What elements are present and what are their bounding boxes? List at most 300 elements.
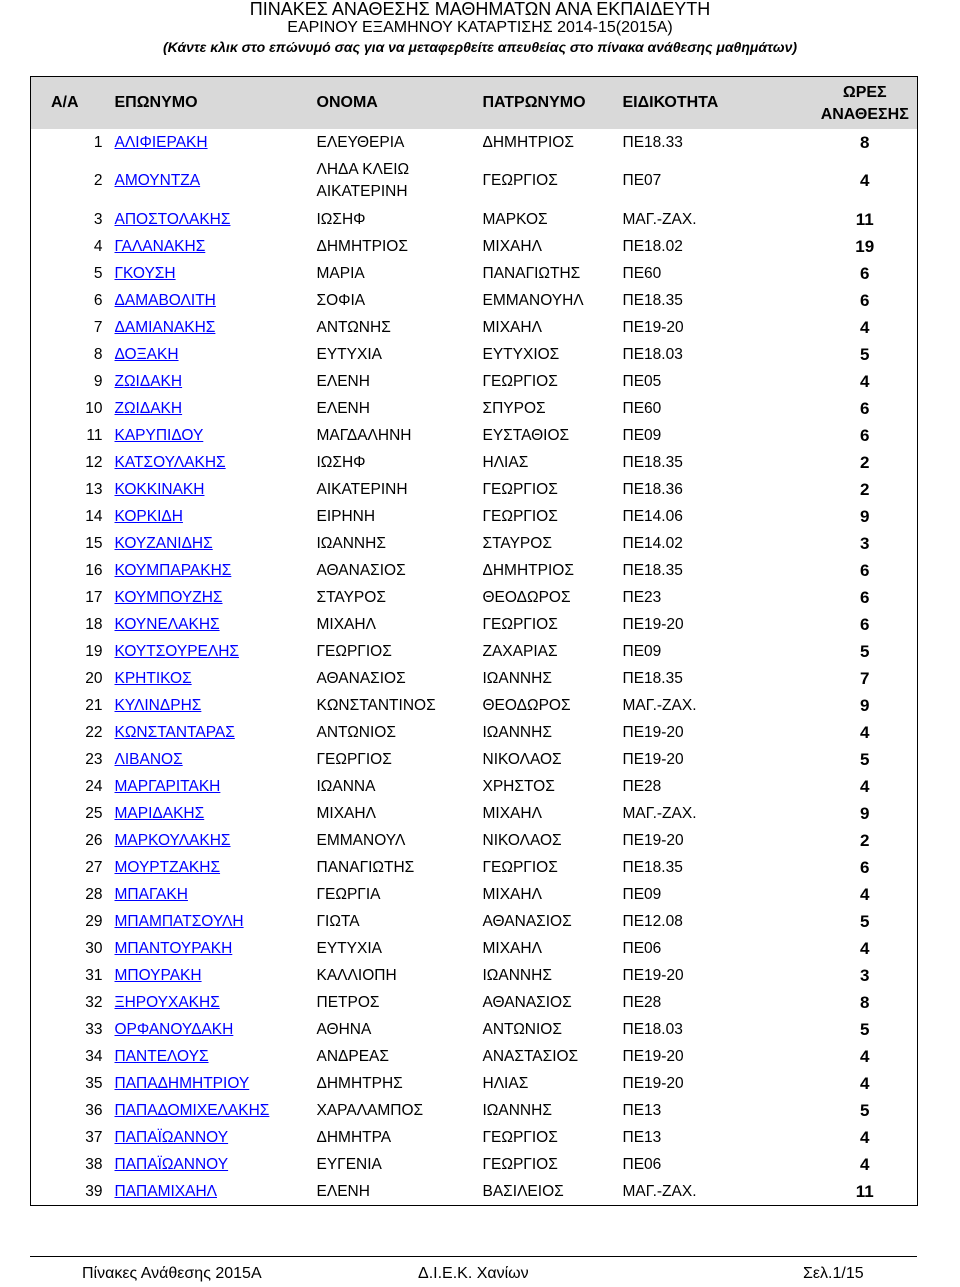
surname-cell — [115, 206, 317, 233]
assigned-hours: 6 — [860, 587, 870, 607]
table-row — [31, 530, 918, 557]
row-number: 12 — [85, 453, 103, 471]
first-name: ΕΛΕΝΗ — [316, 1182, 370, 1200]
father-name: ΕΥΤΥΧΙΟΣ — [482, 345, 560, 363]
father-name: ΓΕΩΡΓΙΟΣ — [482, 372, 558, 390]
specialty: ΠΕ18.35 — [622, 858, 683, 876]
surname-link[interactable]: ΠΑΠΑΪΩΑΝΝΟΥ — [114, 1155, 229, 1173]
surname-cell — [115, 800, 317, 827]
assigned-hours: 5 — [860, 344, 870, 364]
row-number: 37 — [85, 1128, 103, 1146]
row-number: 25 — [85, 804, 103, 822]
specialty: ΠΕ09 — [622, 642, 662, 660]
table-row — [31, 800, 918, 827]
specialty: ΠΕ18.33 — [622, 133, 683, 151]
surname-cell — [115, 422, 317, 449]
row-number: 21 — [85, 696, 103, 714]
specialty: ΠΕ28 — [622, 993, 662, 1011]
specialty: ΠΕ09 — [622, 426, 662, 444]
table-row — [31, 746, 918, 773]
row-number: 30 — [85, 939, 103, 957]
assigned-hours: 11 — [855, 1181, 874, 1201]
specialty: ΠΕ60 — [622, 264, 662, 282]
assigned-hours: 2 — [860, 830, 870, 850]
table-row — [31, 773, 918, 800]
table-row — [31, 665, 918, 692]
first-name: ΚΩΝΣΤΑΝΤΙΝΟΣ — [316, 696, 436, 714]
specialty: ΠΕ18.35 — [622, 453, 683, 471]
surname-cell — [115, 156, 317, 206]
first-name: ΑΝΔΡΕΑΣ — [316, 1047, 389, 1065]
table-row — [31, 1097, 918, 1124]
assigned-hours: 19 — [855, 236, 875, 256]
row-number: 17 — [85, 588, 103, 606]
column-header-aa: Α/Α — [31, 77, 115, 130]
first-name: ΙΩΣΗΦ — [316, 210, 366, 228]
surname-cell — [115, 476, 317, 503]
first-name: ΠΑΝΑΓΙΩΤΗΣ — [316, 858, 415, 876]
column-header-surname: ΕΠΩΝΥΜΟ — [115, 77, 317, 130]
father-name: ΧΡΗΣΤΟΣ — [482, 777, 555, 795]
father-name: ΕΜΜΑΝΟΥΗΛ — [482, 291, 584, 309]
table-row — [31, 692, 918, 719]
table-body — [31, 129, 918, 1206]
first-name: ΜΑΓΔΑΛΗΝΗ — [316, 426, 412, 444]
assigned-hours: 5 — [860, 1100, 870, 1120]
specialty: ΠΕ23 — [622, 588, 662, 606]
table-row — [31, 1016, 918, 1043]
father-name: ΜΙΧΑΗΛ — [482, 318, 542, 336]
assigned-hours: 5 — [860, 911, 870, 931]
specialty: ΜΑΓ.-ΖΑΧ. — [622, 210, 697, 228]
surname-cell — [115, 341, 317, 368]
row-number: 34 — [85, 1047, 103, 1065]
surname-cell — [115, 1016, 317, 1043]
row-number: 36 — [85, 1101, 103, 1119]
surname-cell — [115, 773, 317, 800]
page-title: ΠΙΝΑΚΕΣ ΑΝΑΘΕΣΗΣ ΜΑΘΗΜΑΤΩΝ ΑΝΑ ΕΚΠΑΙΔΕΥΤΗ — [249, 0, 711, 19]
table-row — [31, 156, 918, 206]
row-number: 28 — [85, 885, 103, 903]
assigned-hours: 9 — [860, 506, 870, 526]
surname-link[interactable]: ΜΠΑΝΤΟΥΡΑΚΗ — [114, 939, 233, 957]
row-number: 13 — [85, 480, 103, 498]
specialty: ΠΕ19-20 — [622, 750, 684, 768]
first-name: ΕΜΜΑΝΟΥΛ — [316, 831, 406, 849]
assigned-hours: 4 — [860, 371, 870, 391]
column-header-name: ΟΝΟΜΑ — [317, 77, 483, 130]
specialty: ΠΕ19-20 — [622, 723, 684, 741]
first-name: ΕΥΓΕΝΙΑ — [316, 1155, 382, 1173]
father-name: ΕΥΣΤΑΘΙΟΣ — [482, 426, 570, 444]
father-name: ΒΑΣΙΛΕΙΟΣ — [482, 1182, 564, 1200]
assigned-hours: 5 — [860, 1019, 870, 1039]
row-number: 23 — [85, 750, 103, 768]
specialty: ΠΕ19-20 — [622, 831, 684, 849]
assigned-hours: 7 — [860, 668, 870, 688]
assigned-hours: 2 — [860, 479, 870, 499]
row-number: 24 — [85, 777, 103, 795]
surname-link[interactable]: ΠΑΠΑΪΩΑΝΝΟΥ — [114, 1128, 229, 1146]
specialty: ΠΕ18.35 — [622, 291, 683, 309]
table-row — [31, 1070, 918, 1097]
surname-cell — [115, 1043, 317, 1070]
surname-link[interactable]: ΔΟΞΑΚΗ — [114, 345, 179, 363]
surname-cell — [115, 368, 317, 395]
page-instructions: (Κάντε κλικ στο επώνυμό σας για να μεταφερθείτε απευθείας στο πίνακα ανάθεσης μαθημάτων) — [162, 39, 798, 55]
surname-cell — [115, 1124, 317, 1151]
assigned-hours: 9 — [860, 695, 870, 715]
surname-link[interactable]: ΚΩΝΣΤΑΝΤΑΡΑΣ — [114, 723, 235, 741]
table-row — [31, 129, 918, 156]
surname-link[interactable]: ΜΠΑΜΠΑΤΣΟΥΛΗ — [114, 912, 244, 930]
assigned-hours: 4 — [860, 1154, 870, 1174]
assigned-hours: 4 — [860, 171, 870, 190]
first-name: ΑΙΚΑΤΕΡΙΝΗ — [316, 480, 408, 498]
assigned-hours: 4 — [860, 317, 870, 337]
surname-cell — [115, 989, 317, 1016]
surname-cell — [115, 1097, 317, 1124]
table-row — [31, 827, 918, 854]
surname-cell — [115, 611, 317, 638]
row-number: 6 — [93, 291, 103, 309]
surname-link[interactable]: ΜΑΡΓΑΡΙΤΑΚΗ — [114, 777, 221, 795]
column-header-hours: ΩΡΕΣ ΑΝΑΘΕΣΗΣ — [813, 77, 918, 130]
father-name: ΓΕΩΡΓΙΟΣ — [482, 1155, 558, 1173]
surname-link[interactable]: ΚΟΥΜΠΟΥΖΗΣ — [114, 588, 223, 606]
specialty: ΠΕ09 — [622, 885, 662, 903]
father-name: ΗΛΙΑΣ — [482, 1074, 529, 1092]
father-name: ΓΕΩΡΓΙΟΣ — [482, 615, 558, 633]
assigned-hours: 9 — [860, 803, 870, 823]
surname-link[interactable]: ΚΟΥΤΣΟΥΡΕΛΗΣ — [114, 642, 240, 660]
table-row — [31, 341, 918, 368]
surname-cell — [115, 1178, 317, 1206]
row-number: 5 — [93, 264, 103, 282]
surname-cell — [115, 746, 317, 773]
first-name: ΓΕΩΡΓΙΟΣ — [316, 642, 392, 660]
row-number: 1 — [93, 133, 103, 151]
surname-cell — [115, 827, 317, 854]
assigned-hours: 6 — [860, 560, 870, 580]
surname-link[interactable]: ΓΑΛΑΝΑΚΗΣ — [114, 237, 206, 255]
first-name: ΕΥΤΥΧΙΑ — [316, 939, 382, 957]
footer-institution: Δ.Ι.Ε.Κ. Χανίων — [418, 1265, 529, 1282]
surname-cell — [115, 719, 317, 746]
father-name: ΣΠΥΡΟΣ — [482, 399, 546, 417]
surname-link[interactable]: ΜΠΑΓΑΚΗ — [114, 885, 188, 903]
table-row — [31, 476, 918, 503]
first-name: ΣΟΦΙΑ — [316, 291, 366, 309]
table-row — [31, 368, 918, 395]
footer-divider — [30, 1256, 917, 1257]
row-number: 29 — [85, 912, 103, 930]
table-row — [31, 395, 918, 422]
surname-link[interactable]: ΠΑΠΑΔΗΜΗΤΡΙΟΥ — [114, 1074, 250, 1092]
father-name: ΓΕΩΡΓΙΟΣ — [482, 507, 558, 525]
specialty: ΠΕ14.06 — [622, 507, 683, 525]
assigned-hours: 4 — [860, 1073, 870, 1093]
row-number: 15 — [85, 534, 103, 552]
row-number: 14 — [85, 507, 103, 525]
table-row — [31, 260, 918, 287]
assigned-hours: 6 — [860, 263, 870, 283]
assigned-hours: 6 — [860, 398, 870, 418]
first-name: ΙΩΑΝΝΑ — [316, 777, 376, 795]
row-number: 11 — [86, 426, 103, 444]
first-name: ΚΑΛΛΙΟΠΗ — [316, 966, 397, 984]
first-name: ΑΝΤΩΝΙΟΣ — [316, 723, 396, 741]
father-name: ΙΩΑΝΝΗΣ — [482, 723, 552, 741]
first-name: ΑΘΑΝΑΣΙΟΣ — [316, 669, 406, 687]
row-number: 20 — [85, 669, 103, 687]
table-row — [31, 611, 918, 638]
row-number: 4 — [93, 237, 103, 255]
specialty: ΠΕ12.08 — [622, 912, 683, 930]
specialty: ΜΑΓ.-ΖΑΧ. — [622, 1182, 697, 1200]
father-name: ΓΕΩΡΓΙΟΣ — [482, 858, 558, 876]
father-name: ΜΙΧΑΗΛ — [482, 237, 542, 255]
first-name: ΔΗΜΗΤΡΗΣ — [316, 1074, 403, 1092]
specialty: ΠΕ07 — [622, 172, 662, 189]
row-number: 19 — [85, 642, 103, 660]
assigned-hours: 4 — [860, 776, 870, 796]
surname-cell — [115, 260, 317, 287]
surname-link[interactable]: ΖΩΙΔΑΚΗ — [114, 372, 183, 390]
father-name: ΖΑΧΑΡΙΑΣ — [482, 642, 558, 660]
surname-link[interactable]: ΚΥΛΙΝΔΡΗΣ — [114, 696, 202, 714]
specialty: ΠΕ18.36 — [622, 480, 683, 498]
row-number: 2 — [93, 172, 103, 189]
specialty: ΠΕ19-20 — [622, 318, 684, 336]
surname-cell — [115, 129, 317, 156]
surname-cell — [115, 908, 317, 935]
father-name: ΑΘΑΝΑΣΙΟΣ — [482, 993, 572, 1011]
assigned-hours: 6 — [860, 425, 870, 445]
first-name: ΕΛΕΝΗ — [316, 372, 370, 390]
surname-link[interactable]: ΚΟΡΚΙΔΗ — [114, 507, 183, 525]
surname-cell — [115, 530, 317, 557]
surname-cell — [115, 692, 317, 719]
first-name: ΛΗΔΑ ΚΛΕΙΩ ΑΙΚΑΤΕΡΙΝΗ — [316, 161, 410, 200]
surname-cell — [115, 854, 317, 881]
father-name: ΓΕΩΡΓΙΟΣ — [482, 1128, 558, 1146]
table-row — [31, 962, 918, 989]
surname-cell — [115, 233, 317, 260]
assignment-table — [30, 76, 918, 1206]
surname-link[interactable]: ΑΠΟΣΤΟΛΑΚΗΣ — [114, 210, 231, 228]
specialty: ΠΕ19-20 — [622, 966, 684, 984]
specialty: ΠΕ18.35 — [622, 561, 683, 579]
row-number: 18 — [85, 615, 103, 633]
surname-cell — [115, 935, 317, 962]
surname-link[interactable]: ΚΡΗΤΙΚΟΣ — [114, 669, 192, 687]
surname-link[interactable]: ΑΛΙΦΙΕΡΑΚΗ — [114, 133, 208, 151]
surname-link[interactable]: ΚΟΚΚΙΝΑΚΗ — [114, 480, 205, 498]
assigned-hours: 3 — [860, 533, 870, 553]
specialty: ΠΕ28 — [622, 777, 662, 795]
father-name: ΜΙΧΑΗΛ — [482, 885, 542, 903]
surname-link[interactable]: ΑΜΟΥΝΤΖΑ — [114, 172, 201, 189]
surname-link[interactable]: ΛΙΒΑΝΟΣ — [114, 750, 183, 768]
row-number: 3 — [93, 210, 103, 228]
assigned-hours: 5 — [860, 749, 870, 769]
surname-link[interactable]: ΚΑΡΥΠΙΔΟΥ — [114, 426, 204, 444]
specialty: ΜΑΓ.-ΖΑΧ. — [622, 696, 697, 714]
surname-link[interactable]: ΜΟΥΡΤΖΑΚΗΣ — [114, 858, 221, 876]
father-name: ΝΙΚΟΛΑΟΣ — [482, 831, 562, 849]
surname-link[interactable]: ΜΠΟΥΡΑΚΗ — [114, 966, 202, 984]
specialty: ΠΕ60 — [622, 399, 662, 417]
row-number: 32 — [85, 993, 103, 1011]
specialty: ΜΑΓ.-ΖΑΧ. — [622, 804, 697, 822]
table-row — [31, 503, 918, 530]
table-row — [31, 314, 918, 341]
table-row — [31, 854, 918, 881]
first-name: ΔΗΜΗΤΡΙΟΣ — [316, 237, 408, 255]
father-name: ΘΕΟΔΩΡΟΣ — [482, 696, 571, 714]
first-name: ΜΑΡΙΑ — [316, 264, 365, 282]
specialty: ΠΕ19-20 — [622, 615, 684, 633]
table-row — [31, 719, 918, 746]
first-name: ΑΝΤΩΝΗΣ — [316, 318, 391, 336]
column-header-specialty: ΕΙΔΙΚΟΤΗΤΑ — [623, 77, 813, 130]
surname-cell — [115, 395, 317, 422]
father-name: ΙΩΑΝΝΗΣ — [482, 1101, 552, 1119]
row-number: 22 — [85, 723, 103, 741]
father-name: ΜΙΧΑΗΛ — [482, 939, 542, 957]
first-name: ΣΤΑΥΡΟΣ — [316, 588, 386, 606]
surname-cell — [115, 665, 317, 692]
surname-cell — [115, 1151, 317, 1178]
surname-link[interactable]: ΟΡΦΑΝΟΥΔΑΚΗ — [114, 1020, 234, 1038]
first-name: ΙΩΑΝΝΗΣ — [316, 534, 386, 552]
first-name: ΓΕΩΡΓΙΑ — [316, 885, 381, 903]
surname-cell — [115, 962, 317, 989]
table-row — [31, 881, 918, 908]
father-name: ΜΙΧΑΗΛ — [482, 804, 542, 822]
surname-link[interactable]: ΚΟΥΝΕΛΑΚΗΣ — [114, 615, 220, 633]
assigned-hours: 6 — [860, 857, 870, 877]
row-number: 39 — [85, 1182, 103, 1200]
first-name: ΙΩΣΗΦ — [316, 453, 366, 471]
assigned-hours: 4 — [860, 884, 870, 904]
surname-link[interactable]: ΚΑΤΣΟΥΛΑΚΗΣ — [114, 453, 226, 471]
specialty: ΠΕ18.03 — [622, 1020, 683, 1038]
assigned-hours: 6 — [860, 290, 870, 310]
first-name: ΕΛΕΝΗ — [316, 399, 370, 417]
table-row — [31, 1178, 918, 1206]
assigned-hours: 4 — [860, 938, 870, 958]
first-name: ΔΗΜΗΤΡΑ — [316, 1128, 392, 1146]
surname-link[interactable]: ΚΟΥΖΑΝΙΔΗΣ — [114, 534, 213, 552]
first-name: ΓΙΩΤΑ — [316, 912, 360, 930]
table-row — [31, 206, 918, 233]
row-number: 35 — [85, 1074, 103, 1092]
surname-cell — [115, 287, 317, 314]
father-name: ΙΩΑΝΝΗΣ — [482, 966, 552, 984]
father-name: ΑΘΑΝΑΣΙΟΣ — [482, 912, 572, 930]
page-subtitle: ΕΑΡΙΝΟΥ ΕΞΑΜΗΝΟΥ ΚΑΤΑΡΤΙΣΗΣ 2014-15(2015Α) — [287, 19, 673, 36]
specialty: ΠΕ06 — [622, 1155, 662, 1173]
surname-link[interactable]: ΖΩΙΔΑΚΗ — [114, 399, 183, 417]
first-name: ΠΕΤΡΟΣ — [316, 993, 380, 1011]
specialty: ΠΕ13 — [622, 1128, 662, 1146]
assigned-hours: 4 — [860, 1127, 870, 1147]
surname-link[interactable]: ΚΟΥΜΠΑΡΑΚΗΣ — [114, 561, 232, 579]
assigned-hours: 2 — [860, 452, 870, 472]
assigned-hours: 3 — [860, 965, 870, 985]
table-row — [31, 638, 918, 665]
father-name: ΔΗΜΗΤΡΙΟΣ — [482, 133, 574, 151]
surname-link[interactable]: ΠΑΠΑΔΟΜΙΧΕΛΑΚΗΣ — [114, 1101, 270, 1119]
table-row — [31, 1043, 918, 1070]
surname-cell — [115, 557, 317, 584]
table-header-row — [31, 77, 918, 130]
table-row — [31, 1124, 918, 1151]
table-row — [31, 233, 918, 260]
specialty: ΠΕ18.35 — [622, 669, 683, 687]
row-number: 10 — [85, 399, 103, 417]
specialty: ΠΕ18.03 — [622, 345, 683, 363]
surname-link[interactable]: ΜΑΡΚΟΥΛΑΚΗΣ — [114, 831, 231, 849]
column-header-father-name: ΠΑΤΡΩΝΥΜΟ — [483, 77, 623, 130]
surname-link[interactable]: ΞΗΡΟΥΧΑΚΗΣ — [114, 993, 220, 1011]
specialty: ΠΕ18.02 — [622, 237, 683, 255]
father-name: ΗΛΙΑΣ — [482, 453, 529, 471]
father-name: ΘΕΟΔΩΡΟΣ — [482, 588, 571, 606]
father-name: ΓΕΩΡΓΙΟΣ — [482, 172, 558, 189]
assigned-hours: 6 — [860, 614, 870, 634]
assigned-hours: 8 — [860, 132, 870, 152]
father-name: ΜΑΡΚΟΣ — [482, 210, 548, 228]
father-name: ΝΙΚΟΛΑΟΣ — [482, 750, 562, 768]
row-number: 33 — [85, 1020, 103, 1038]
first-name: ΕΙΡΗΝΗ — [316, 507, 376, 525]
father-name: ΑΝΤΩΝΙΟΣ — [482, 1020, 562, 1038]
assigned-hours: 11 — [855, 209, 874, 229]
surname-link[interactable]: ΠΑΠΑΜΙΧΑΗΛ — [114, 1182, 218, 1200]
table-row — [31, 989, 918, 1016]
table-row — [31, 1151, 918, 1178]
specialty: ΠΕ19-20 — [622, 1074, 684, 1092]
specialty: ΠΕ05 — [622, 372, 662, 390]
specialty: ΠΕ19-20 — [622, 1047, 684, 1065]
first-name: ΕΛΕΥΘΕΡΙΑ — [316, 133, 405, 151]
father-name: ΣΤΑΥΡΟΣ — [482, 534, 552, 552]
specialty: ΠΕ14.02 — [622, 534, 683, 552]
footer-page-number: Σελ.1/15 — [803, 1265, 864, 1282]
surname-link[interactable]: ΜΑΡΙΔΑΚΗΣ — [114, 804, 205, 822]
first-name: ΓΕΩΡΓΙΟΣ — [316, 750, 392, 768]
surname-cell — [115, 1070, 317, 1097]
specialty: ΠΕ06 — [622, 939, 662, 957]
surname-link[interactable]: ΠΑΝΤΕΛΟΥΣ — [114, 1047, 209, 1065]
first-name: ΜΙΧΑΗΛ — [316, 804, 376, 822]
assigned-hours: 4 — [860, 722, 870, 742]
surname-cell — [115, 881, 317, 908]
first-name: ΜΙΧΑΗΛ — [316, 615, 376, 633]
surname-cell — [115, 449, 317, 476]
row-number: 9 — [93, 372, 103, 390]
surname-link[interactable]: ΓΚΟΥΣΗ — [114, 264, 176, 282]
father-name: ΠΑΝΑΓΙΩΤΗΣ — [482, 264, 581, 282]
table-row — [31, 557, 918, 584]
surname-link[interactable]: ΔΑΜΙΑΝΑΚΗΣ — [114, 318, 216, 336]
surname-link[interactable]: ΔΑΜΑΒΟΛΙΤΗ — [114, 291, 216, 309]
surname-cell — [115, 314, 317, 341]
father-name: ΙΩΑΝΝΗΣ — [482, 669, 552, 687]
